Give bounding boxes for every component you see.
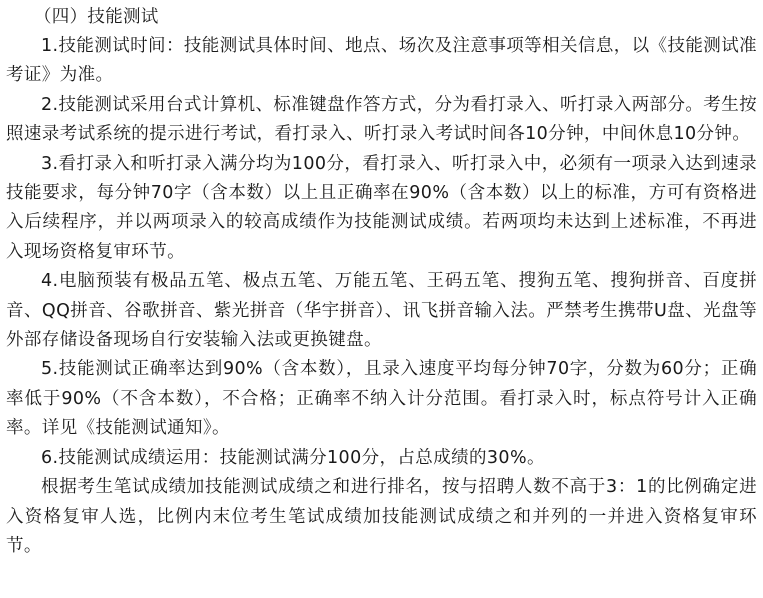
paragraph-score-usage: 6.技能测试成绩运用：技能测试满分100分，占总成绩的30%。 — [41, 447, 545, 468]
paragraph-scoring-threshold: 3.看打录入和听打录入满分均为100分，看打录入、听打录入中，必须有一项录入达到速录技能要求，每分钟70字（含本数）以上且正确率在90%（含本数）以上的标准，方可有资格进入后续程序，并以两项录入的较高成绩作为技能测试成绩。若两项均未达到上述标准，不再进入现场资格复审环节。 — [6, 153, 757, 262]
paragraph-ranking: 根据考生笔试成绩加技能测试成绩之和进行排名，按与招聘人数不高于3：1的比例确定进入资格复审人选，比例内末位考生笔试成绩加技能测试成绩之和并列的一并进入资格复审环节。 — [6, 477, 757, 556]
paragraph-test-time: 1.技能测试时间：技能测试具体时间、地点、场次及注意事项等相关信息，以《技能测试准考证》为准。 — [6, 36, 757, 86]
paragraph-input-methods: 4.电脑预装有极品五笔、极点五笔、万能五笔、王码五笔、搜狗五笔、搜狗拼音、百度拼音、QQ拼音、谷歌拼音、紫光拼音（华宇拼音）、讯飞拼音输入法。严禁考生携带U盘、光盘等外部存储设备现场自行安装输入法或更换键盘。 — [6, 271, 757, 351]
paragraph-accuracy-rules: 5.技能测试正确率达到90%（含本数），且录入速度平均每分钟70字，分数为60分；正确率低于90%（不含本数），不合格；正确率不纳入计分范围。看打录入时，标点符号计入正确率。详见《技能测试通知》。 — [6, 359, 757, 439]
section-heading: （四）技能测试 — [34, 7, 159, 27]
paragraph-test-method: 2.技能测试采用台式计算机、标准键盘作答方式，分为看打录入、听打录入两部分。考生按照速录考试系统的提示进行考试，看打录入、听打录入考试时间各10分钟，中间休息10分钟。 — [6, 94, 757, 145]
